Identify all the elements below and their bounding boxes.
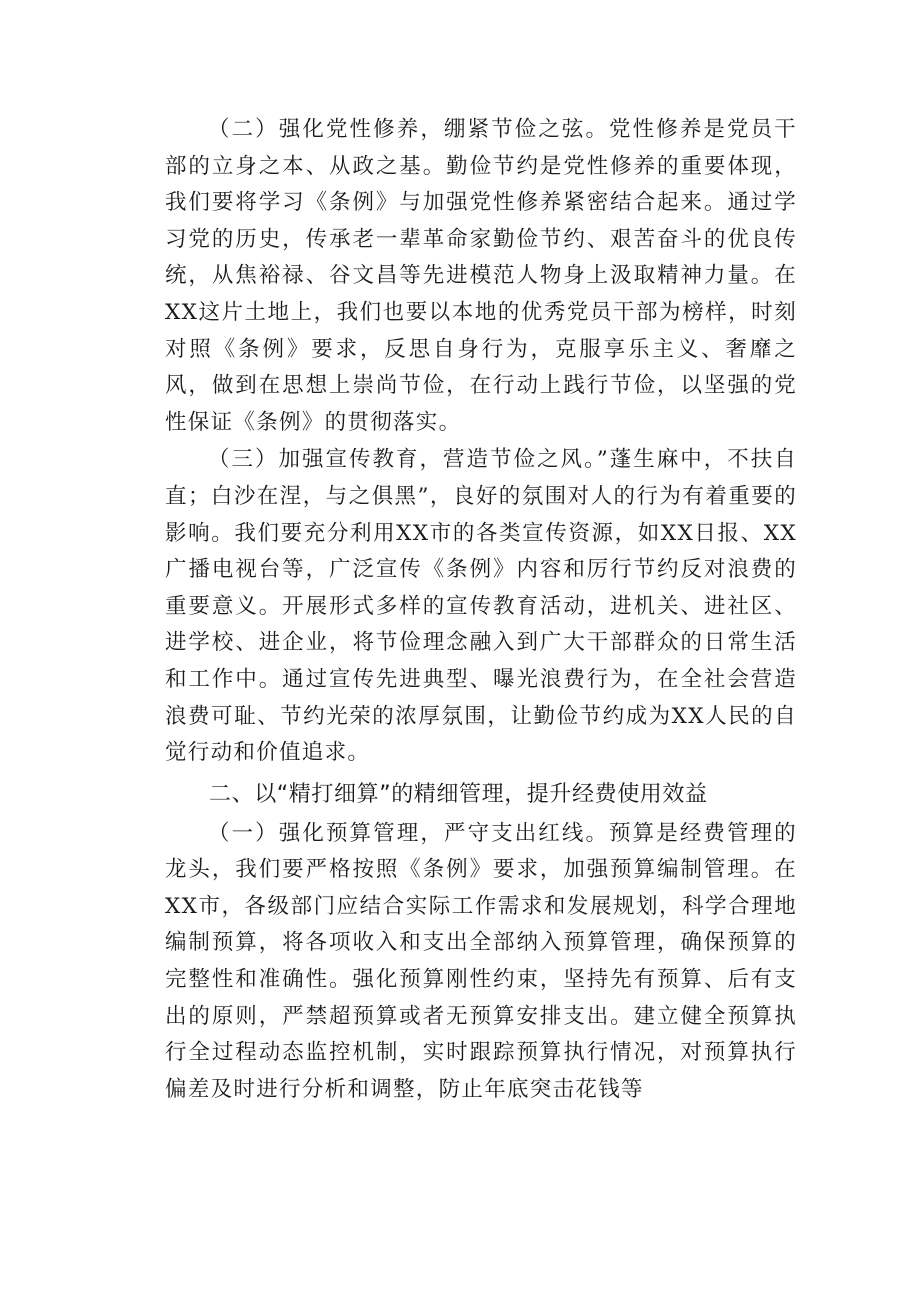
paragraph-budget-management: （一）强化预算管理，严守支出红线。预算是经费管理的龙头，我们要严格按照《条例》要求，加强预算编制管理。在XX市，各级部门应结合实际工作需求和发展规划，科学合理地编制预算，将各项收入和支出全部纳入预算管理，确保预算的完整性和准确性。强化预算刚性约束，坚持先有预算、后有支出的原则，严禁超预算或者无预算安排支出。建立健全预算执行全过程动态监控机制，实时跟踪预算执行情况，对预算执行偏差及时进行分析和调整，防止年底突击花钱等 [165,820,797,1102]
document-page [165,112,797,1108]
section-heading: 二、以“精打细算”的精细管理，提升经费使用效益 [209,781,708,807]
paragraph-publicity-education: （三）加强宣传教育，营造节俭之风。”蓬生麻中，不扶自直；白沙在涅，与之俱黑”，良好的氛围对人的行为有着重要的影响。我们要充分利用XX市的各类宣传资源，如XX日报、XX广播电视台等，广泛宣传《条例》内容和厉行节约反对浪费的重要意义。开展形式多样的宣传教育活动，进机关、进社区、进学校、进企业，将节俭理念融入到广大干部群众的日常生活和工作中。通过宣传先进典型、曝光浪费行为，在全社会营造浪费可耻、节约光荣的浓厚氛围，让勤俭节约成为XX人民的自觉行动和价值追求。 [165,447,797,766]
paragraph-strengthen-party-spirit: （二）强化党性修养，绷紧节俭之弦。党性修养是党员干部的立身之本、从政之基。勤俭节约是党性修养的重要体现，我们要将学习《条例》与加强党性修养紧密结合起来。通过学习党的历史，传承老一辈革命家勤俭节约、艰苦奋斗的优良传统，从焦裕禄、谷文昌等先进模范人物身上汲取精神力量。在XX这片土地上，我们也要以本地的优秀党员干部为榜样，时刻对照《条例》要求，反思自身行为，克服享乐主义、奢靡之风，做到在思想上崇尚节俭，在行动上践行节俭，以坚强的党性保证《条例》的贯彻落实。 [165,117,797,435]
